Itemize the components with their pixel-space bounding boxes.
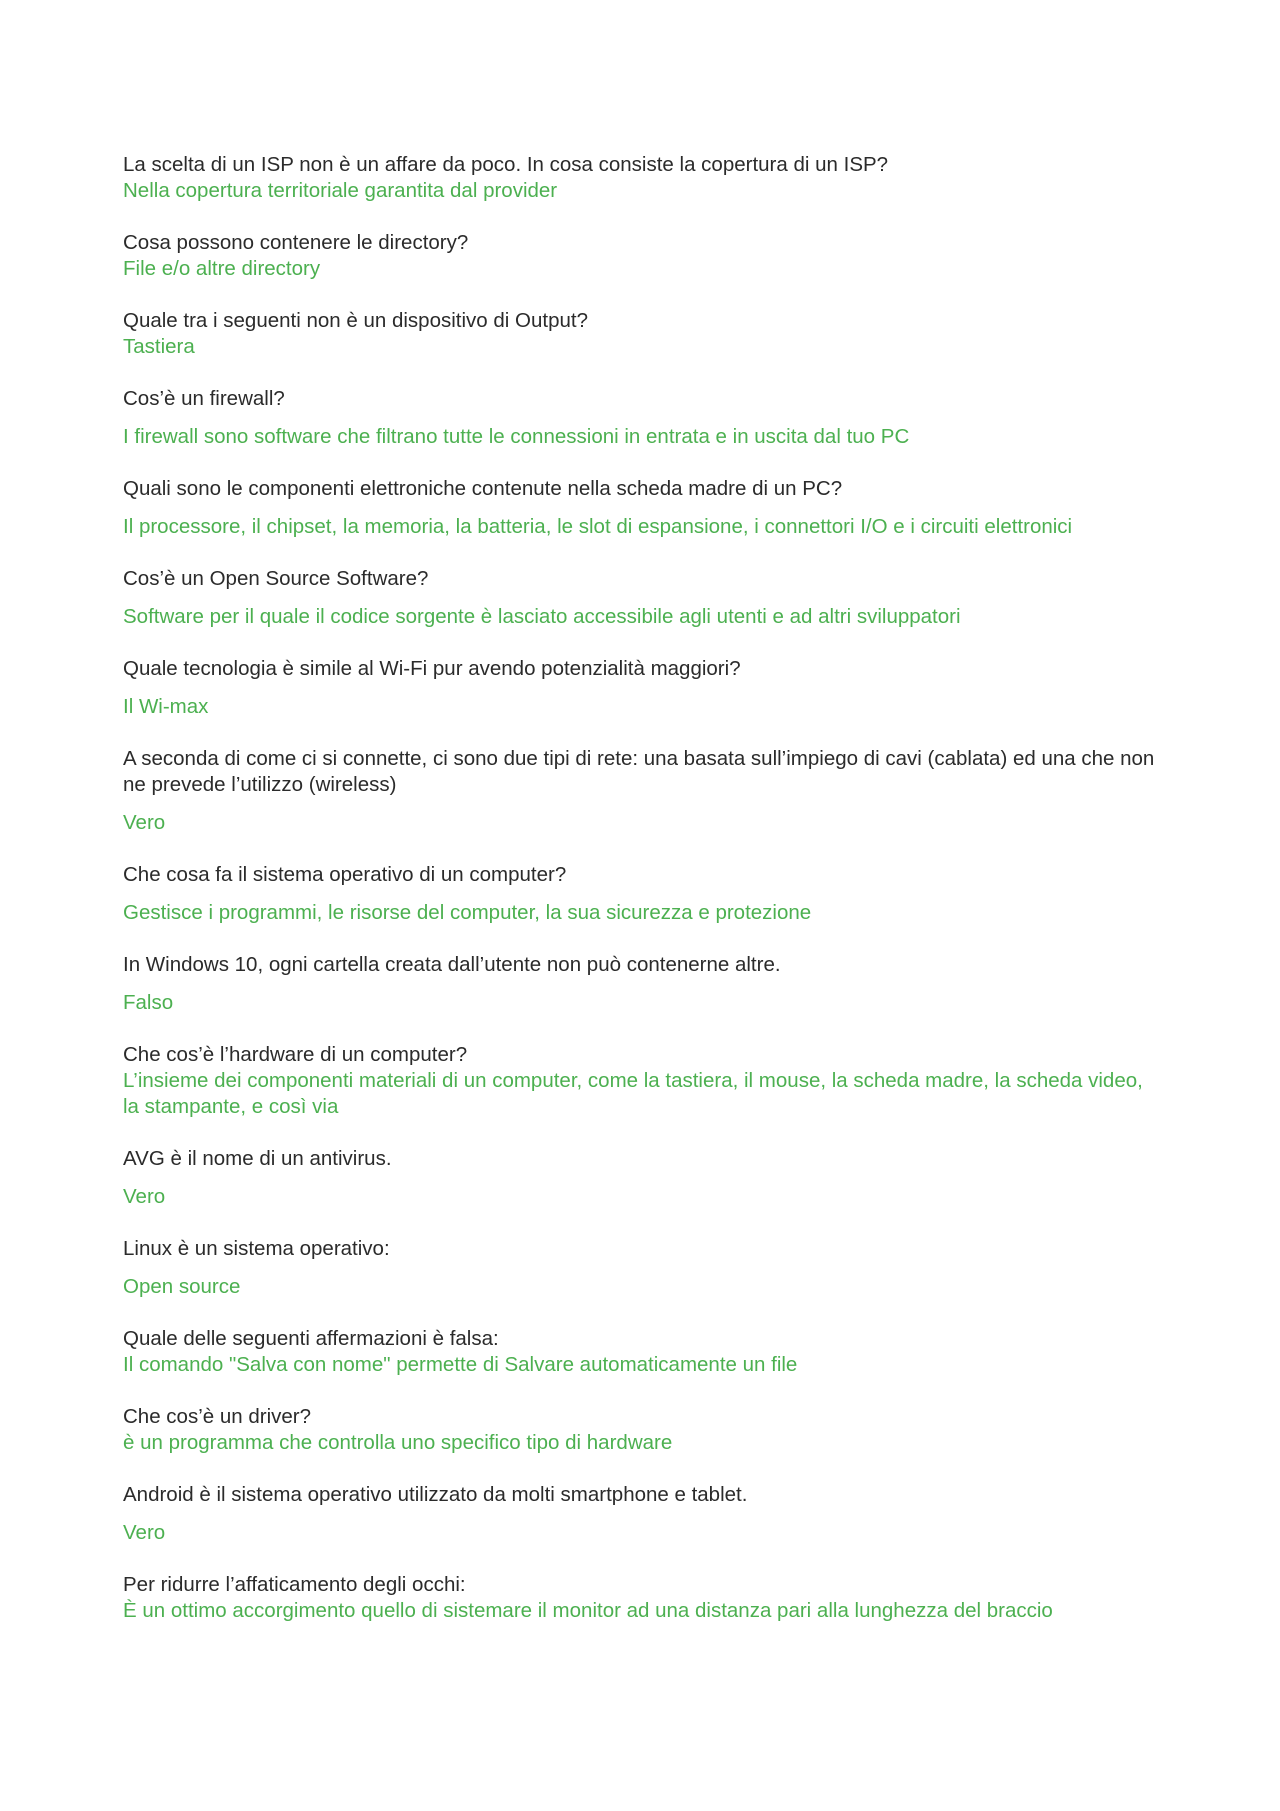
qa-item [123, 230, 1163, 282]
question-text: Linux è un sistema operativo: [123, 1237, 390, 1260]
qa-item [123, 152, 1163, 204]
qa-item [123, 1042, 1163, 1120]
qa-item [123, 476, 1163, 540]
answer-text: Il comando "Salva con nome" permette di Salvare automaticamente un file [123, 1353, 798, 1376]
question-text: Che cos’è un driver? [123, 1405, 312, 1428]
question-text: Quale delle seguenti affermazioni è falsa: [123, 1327, 499, 1350]
qa-item [123, 1146, 1163, 1210]
qa-item [123, 656, 1163, 720]
qa-item [123, 862, 1163, 926]
answer-text: È un ottimo accorgimento quello di sistemare il monitor ad una distanza pari alla lunghezza del braccio [123, 1599, 1053, 1622]
answer-text: Vero [123, 811, 166, 834]
answer-text: L’insieme dei componenti materiali di un computer, come la tastiera, il mouse, la scheda madre, la scheda video, la stampante, e così via [123, 1069, 1143, 1118]
question-text: A seconda di come ci si connette, ci sono due tipi di rete: una basata sull’impiego di cavi (cablata) ed una che non ne prevede l’utilizzo (wireless) [123, 747, 1155, 796]
answer-text: Vero [123, 1185, 166, 1208]
question-text: Quale tra i seguenti non è un dispositivo di Output? [123, 309, 588, 332]
answer-text: I firewall sono software che filtrano tutte le connessioni in entrata e in uscita dal tuo PC [123, 425, 910, 448]
question-text: Cosa possono contenere le directory? [123, 231, 469, 254]
question-text: Android è il sistema operativo utilizzato da molti smartphone e tablet. [123, 1483, 748, 1506]
qa-item [123, 746, 1163, 836]
qa-item [123, 308, 1163, 360]
question-text: In Windows 10, ogni cartella creata dall’utente non può contenerne altre. [123, 953, 781, 976]
qa-item [123, 566, 1163, 630]
answer-text: Open source [123, 1275, 241, 1298]
qa-item [123, 1236, 1163, 1300]
qa-item [123, 1404, 1163, 1456]
question-text: Cos’è un Open Source Software? [123, 567, 429, 590]
question-text: La scelta di un ISP non è un affare da poco. In cosa consiste la copertura di un ISP? [123, 153, 889, 176]
qa-item [123, 1572, 1163, 1624]
answer-text: Gestisce i programmi, le risorse del computer, la sua sicurezza e protezione [123, 901, 812, 924]
qa-item [123, 952, 1163, 1016]
question-text: AVG è il nome di un antivirus. [123, 1147, 392, 1170]
answer-text: Falso [123, 991, 174, 1014]
question-text: Che cos’è l’hardware di un computer? [123, 1043, 468, 1066]
answer-text: Software per il quale il codice sorgente è lasciato accessibile agli utenti e ad altri sviluppatori [123, 605, 961, 628]
question-text: Quale tecnologia è simile al Wi-Fi pur avendo potenzialità maggiori? [123, 657, 741, 680]
qa-item [123, 386, 1163, 450]
quiz-document [123, 152, 1163, 1650]
answer-text: Il processore, il chipset, la memoria, la batteria, le slot di espansione, i connettori I/O e i circuiti elettronici [123, 515, 1073, 538]
qa-item [123, 1326, 1163, 1378]
question-text: Cos’è un firewall? [123, 387, 285, 410]
answer-text: Il Wi-max [123, 695, 209, 718]
answer-text: Tastiera [123, 335, 195, 358]
question-text: Quali sono le componenti elettroniche contenute nella scheda madre di un PC? [123, 477, 843, 500]
question-text: Per ridurre l’affaticamento degli occhi: [123, 1573, 466, 1596]
answer-text: File e/o altre directory [123, 257, 321, 280]
qa-item [123, 1482, 1163, 1546]
answer-text: Vero [123, 1521, 166, 1544]
answer-text: Nella copertura territoriale garantita dal provider [123, 179, 558, 202]
question-text: Che cosa fa il sistema operativo di un computer? [123, 863, 567, 886]
answer-text: è un programma che controlla uno specifico tipo di hardware [123, 1431, 673, 1454]
